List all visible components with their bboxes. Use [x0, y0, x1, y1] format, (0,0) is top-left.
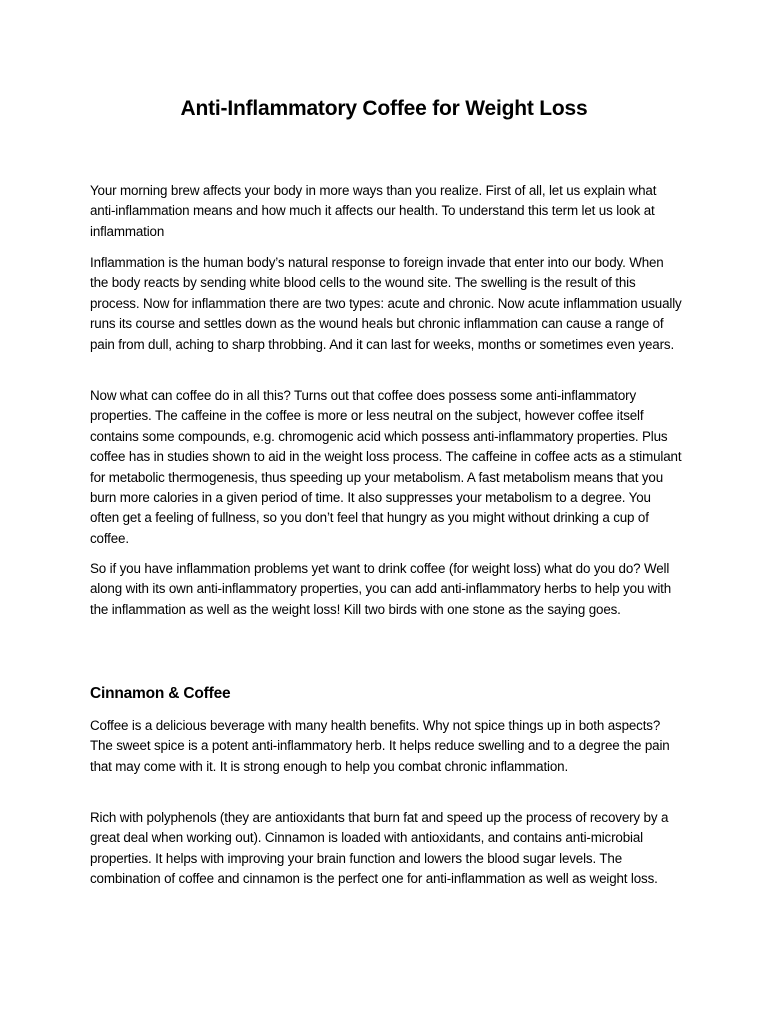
- document-title: Anti-Inflammatory Coffee for Weight Loss: [180, 97, 588, 120]
- intro-paragraph-4: So if you have inflammation problems yet want to drink coffee (for weight loss) what do you do? Well along with its own anti-inflammatory properties, you can add anti-inflammatory herbs to help you with the inflammation as well as the weight loss! Kill two birds with one stone as the saying goes.: [90, 561, 672, 617]
- section-paragraph-2: Rich with polyphenols (they are antioxidants that burn fat and speed up the process of recovery by a great deal when working out). Cinnamon is loaded with antioxidants, and contains anti-microbial properties. It helps with improving your brain function and lowers the blood sugar levels. The combination of coffee and cinnamon is the perfect one for anti-inflammation as well as weight loss.: [90, 810, 669, 887]
- intro-paragraph-3: Now what can coffee do in all this? Turns out that coffee does possess some anti-inflammatory properties. The caffeine in the coffee is more or less neutral on the subject, however coffee itself contains some compounds, e.g. chromogenic acid which possess anti-inflammatory properties. Plus coffee has in studies shown to aid in the weight loss process. The caffeine in coffee acts as a stimulant for metabolic thermogenesis, thus speeding up your metabolism. A fast metabolism means that you burn more calories in a given period of time. It also suppresses your metabolism to a degree. You often get a feeling of fullness, so you don’t feel that hungry as you might without drinking a cup of coffee.: [90, 388, 682, 546]
- section-paragraph-1: Coffee is a delicious beverage with many health benefits. Why not spice things up in both aspects? The sweet spice is a potent anti-inflammatory herb. It helps reduce swelling and to a degree the pain that may come with it. It is strong enough to help you combat chronic inflammation.: [90, 718, 670, 774]
- section-heading: Cinnamon & Coffee: [90, 685, 231, 702]
- intro-paragraph-2: Inflammation is the human body’s natural response to foreign invade that enter into our body. When the body reacts by sending white blood cells to the wound site. The swelling is the result of this process. Now for inflammation there are two types: acute and chronic. Now acute inflammation usually runs its course and settles down as the wound heals but chronic inflammation can cause a range of pain from dull, aching to sharp throbbing. And it can last for weeks, months or sometimes even years.: [90, 255, 682, 352]
- intro-paragraph-1: Your morning brew affects your body in more ways than you realize. First of all, let us explain what anti-inflammation means and how much it affects our health. To understand this term let us look at inflammation: [90, 183, 657, 239]
